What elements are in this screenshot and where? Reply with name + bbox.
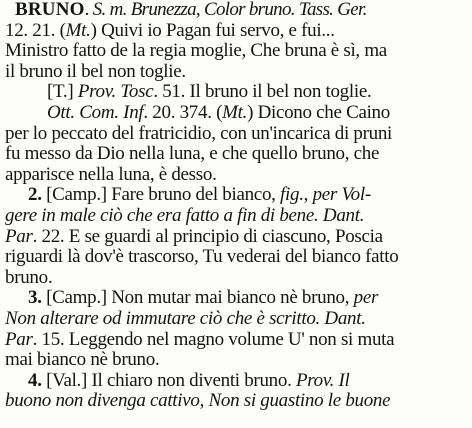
entry-line [0, 268, 472, 289]
text-run: riguardi là dov'è trascorso, Tu vederai del bianco fatto [5, 246, 399, 268]
entry-line [0, 371, 472, 392]
entry-line [0, 391, 472, 412]
text-run: Prov. Tosc [77, 81, 154, 103]
text-run: [T.] [47, 81, 78, 103]
text-run: per Vol- [312, 184, 371, 206]
text-run: buono non divenga cattivo [5, 390, 200, 412]
text-run: S. m. Brunezza, Color bruno. Tass. Ger. [92, 0, 367, 20]
text-run: . 20. 374. ( [143, 102, 223, 123]
text-run: Ott. Com. Inf [47, 102, 144, 123]
text-run: 12. 21. ( [5, 19, 66, 41]
entry-line [0, 247, 472, 268]
entry-line [0, 144, 472, 165]
entry-line [0, 0, 472, 21]
entry-line [0, 21, 472, 42]
text-run: apparisce nella luna, è desso. [5, 163, 217, 185]
text-run: il bruno il bel non toglie. [5, 60, 186, 82]
entry-line [0, 124, 472, 145]
entry-line [0, 41, 472, 62]
text-run: . 51. Il bruno il bel non toglie. [153, 81, 372, 103]
text-run: 2. [28, 184, 42, 206]
text-run: Non alterare od immutare ciò che è scritto. Dant. [5, 308, 366, 329]
entry-line [0, 350, 472, 371]
text-run: [Camp.] Fare bruno del bianco, [41, 184, 281, 206]
entry-line [0, 185, 472, 206]
text-run: [Camp.] Non mutar mai bianco nè bruno, [41, 287, 354, 309]
text-run: . [84, 0, 93, 20]
text-run: 3. [28, 287, 42, 309]
entry-line [0, 288, 472, 309]
text-run: . 22. E se guardi al principio di ciascuno, Poscia [32, 225, 383, 247]
text-run: 4. [28, 369, 42, 391]
entry-line [0, 103, 472, 124]
text-run: fu messo da Dio nella luna, e che quello bruno, che [5, 143, 380, 165]
text-run: ) Dicono che Caino [247, 102, 390, 123]
text-run: Par [5, 328, 33, 350]
text-run: Mt. [65, 19, 91, 41]
text-run: Ministro fatto de la regia moglie, Che bruna è sì, ma [5, 40, 387, 62]
text-run: Par [5, 225, 33, 247]
text-run: bruno. [5, 266, 53, 288]
text-run: , [303, 184, 313, 206]
text-run: , [199, 390, 209, 412]
entry-line [0, 165, 472, 186]
entry-line [0, 206, 472, 227]
entry-line [0, 227, 472, 248]
entry-line [0, 309, 472, 330]
text-run: per lo peccato del fratricidio, con un'incarica di pruni [5, 122, 393, 144]
text-run: . 15. Leggendo nel magno volume U' non si muta [32, 328, 395, 350]
entry-line [0, 330, 472, 351]
entry-line [0, 82, 472, 103]
text-run: fig. [280, 184, 304, 206]
text-run: Mt. [222, 102, 248, 123]
text-run: Prov. Il [295, 369, 350, 391]
text-run: [Val.] Il chiaro non diventi bruno. [41, 369, 296, 391]
text-run: mai bianco nè bruno. [5, 349, 160, 371]
text-run: ) Quivi io Pagan fui servo, e fui... [90, 19, 335, 41]
text-run: BRUNO [15, 0, 85, 20]
entry-line [0, 62, 472, 83]
text-run: per [353, 287, 379, 309]
text-run: Non si guastino le buone [208, 390, 391, 412]
text-run: gere in male ciò che era fatto a fin di bene. Dant. [5, 205, 365, 226]
